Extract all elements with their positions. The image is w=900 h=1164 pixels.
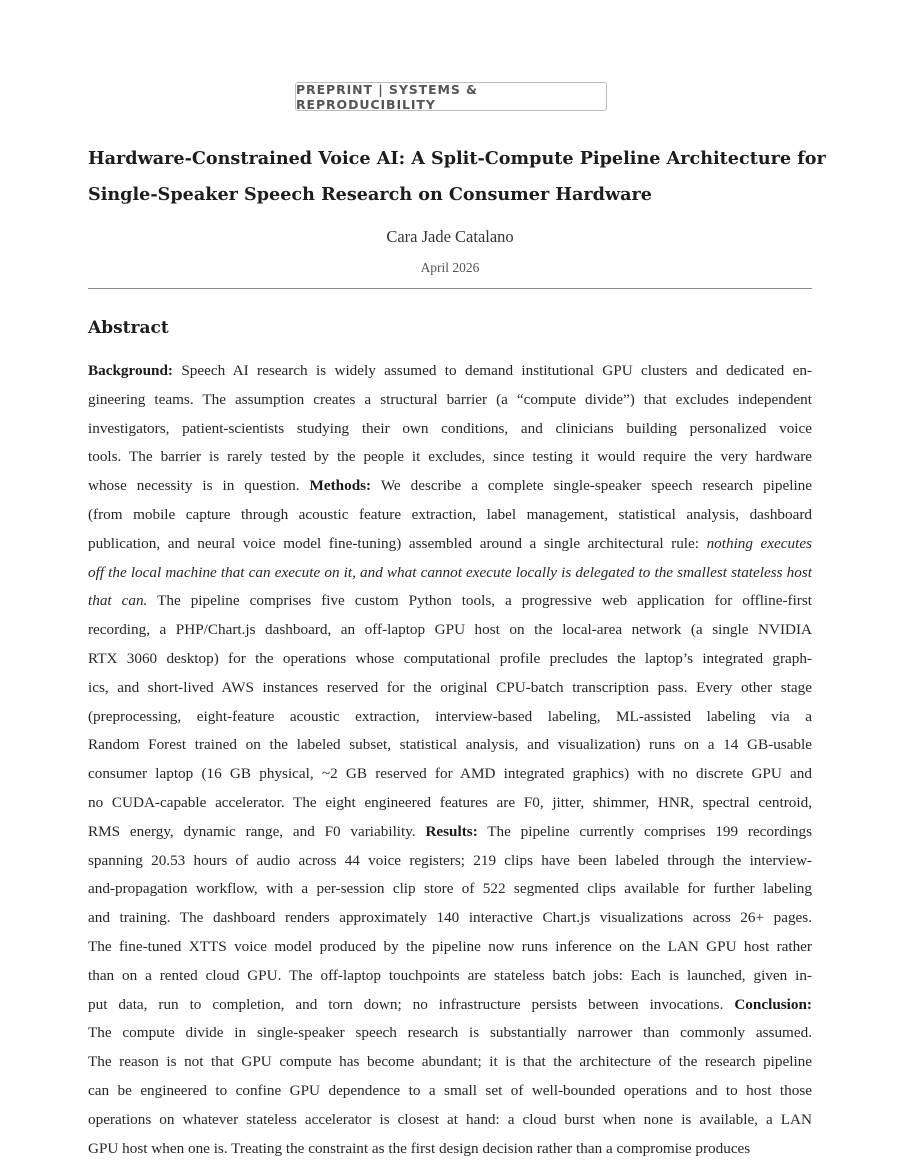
- abstract-body: [88, 357, 812, 1163]
- abstract-text: than on a rented cloud GPU. The off-laptop touchpoints are stateless batch jobs: Each is launched, given in-: [88, 966, 812, 984]
- abstract-text: tools. The barrier is rarely tested by the people it excludes, since testing it would require the very hardware: [88, 448, 812, 466]
- abstract-section-label: Background:: [88, 362, 173, 379]
- abstract-section-label: Results:: [425, 822, 478, 840]
- abstract-emphasis: that can.: [88, 592, 148, 610]
- abstract-line: [88, 818, 812, 847]
- abstract-text: publication, and neural voice model fine-tuning) assembled around a single architectural rule:: [88, 534, 707, 552]
- abstract-line: [88, 501, 812, 530]
- abstract-text: whose necessity is in question.: [88, 477, 310, 495]
- abstract-text: and training. The dashboard renders approximately 140 interactive Chart.js visualizations across 26+ pages.: [88, 909, 812, 927]
- abstract-text: The pipeline comprises five custom Python tools, a progressive web application for offline-first: [147, 592, 812, 610]
- abstract-text: RTX 3060 desktop) for the operations whose computational profile precludes the laptop’s integrated graph-: [88, 649, 812, 667]
- abstract-text: consumer laptop (16 GB physical, ~2 GB reserved for AMD integrated graphics) with no discrete GPU and: [88, 765, 812, 783]
- abstract-text: (preprocessing, eight-feature acoustic extraction, interview-based labeling, ML-assisted labeling via a: [88, 707, 812, 725]
- abstract-text: recording, a PHP/Chart.js dashboard, an off-laptop GPU host on the local-area network (a single NVIDIA: [88, 621, 812, 639]
- abstract-emphasis: nothing executes: [706, 534, 812, 552]
- abstract-text: ics, and short-lived AWS instances reserved for the original CPU-batch transcription pass. Every other stage: [88, 678, 812, 696]
- abstract-line: [88, 1048, 812, 1077]
- abstract-line: [88, 1019, 812, 1048]
- abstract-line: [88, 1077, 812, 1106]
- abstract-line: [88, 904, 812, 933]
- abstract-text: Speech AI research is widely assumed to demand institutional GPU clusters and dedicated en-: [172, 362, 812, 379]
- abstract-line: [88, 760, 812, 789]
- header-divider: [88, 288, 812, 289]
- abstract-line: [88, 645, 812, 674]
- abstract-text: and-propagation workflow, with a per-session clip store of 522 segmented clips available for further labeling: [88, 880, 812, 898]
- abstract-line: [88, 991, 812, 1020]
- abstract-text: The pipeline currently comprises 199 recordings: [477, 822, 812, 840]
- abstract-text: spanning 20.53 hours of audio across 44 voice registers; 219 clips have been labeled through the interview-: [88, 851, 812, 869]
- abstract-emphasis: off the local machine that can execute on it, and what cannot execute locally is delegated to the smallest stateless host: [88, 563, 812, 581]
- abstract-line: [88, 962, 812, 991]
- abstract-line: [88, 472, 812, 501]
- paper-title: [88, 141, 828, 213]
- abstract-text: (from mobile capture through acoustic feature extraction, label management, statistical analysis, dashboard: [88, 505, 812, 523]
- abstract-line: [88, 587, 812, 616]
- category-label: PREPRINT | SYSTEMS & REPRODUCIBILITY: [295, 82, 607, 111]
- abstract-line: [88, 933, 812, 962]
- abstract-section-label: Methods:: [309, 477, 372, 495]
- abstract-text: We describe a complete single-speaker speech research pipeline: [371, 477, 812, 495]
- abstract-text: The fine-tuned XTTS voice model produced by the pipeline now runs inference on the LAN GPU host rather: [88, 937, 812, 955]
- abstract-text: RMS energy, dynamic range, and F0 variability.: [88, 822, 426, 840]
- abstract-line: [88, 674, 812, 703]
- abstract-line: [88, 789, 812, 818]
- abstract-line: [88, 443, 812, 472]
- abstract-line: [88, 875, 812, 904]
- abstract-text: can be engineered to confine GPU dependence to a small set of well-bounded operations and to host those: [88, 1081, 812, 1099]
- author-name: Cara Jade Catalano: [386, 227, 514, 246]
- abstract-line: [88, 616, 812, 645]
- abstract-line: [88, 386, 812, 415]
- abstract-line: [88, 1106, 812, 1135]
- abstract-section-label: Conclusion:: [734, 995, 812, 1013]
- abstract-text: operations on whatever stateless accelerator is closest at hand: a cloud burst when none is available, a LAN: [88, 1110, 812, 1128]
- abstract-line: [88, 357, 812, 386]
- publication-date: April 2026: [420, 260, 480, 275]
- abstract-line: [88, 559, 812, 588]
- abstract-text: The reason is not that GPU compute has become abundant; it is that the architecture of the research pipeline: [88, 1053, 812, 1071]
- abstract-text: The compute divide in single-speaker speech research is substantially narrower than commonly assumed.: [88, 1024, 812, 1042]
- abstract-text: GPU host when one is. Treating the constraint as the first design decision rather than a compromise produces: [88, 1139, 751, 1157]
- abstract-text: no CUDA-capable accelerator. The eight engineered features are F0, jitter, shimmer, HNR, spectral centroid,: [88, 793, 812, 811]
- abstract-text: put data, run to completion, and torn down; no infrastructure persists between invocations.: [88, 995, 735, 1013]
- abstract-line: [88, 1135, 812, 1164]
- title-line: Single-Speaker Speech Research on Consumer Hardware: [88, 184, 652, 205]
- abstract-line: [88, 415, 812, 444]
- abstract-text: investigators, patient-scientists studying their own conditions, and clinicians building personalized voice: [88, 419, 812, 437]
- abstract-heading: Abstract: [88, 318, 169, 338]
- abstract-text: Random Forest trained on the labeled subset, statistical analysis, and visualization) runs on a 14 GB-usable: [88, 736, 812, 754]
- abstract-text: gineering teams. The assumption creates a structural barrier (a “compute divide”) that excludes independent: [88, 390, 812, 408]
- abstract-line: [88, 847, 812, 876]
- title-line: Hardware-Constrained Voice AI: A Split-Compute Pipeline Architecture for: [88, 148, 826, 169]
- abstract-line: [88, 703, 812, 732]
- abstract-line: [88, 731, 812, 760]
- abstract-line: [88, 530, 812, 559]
